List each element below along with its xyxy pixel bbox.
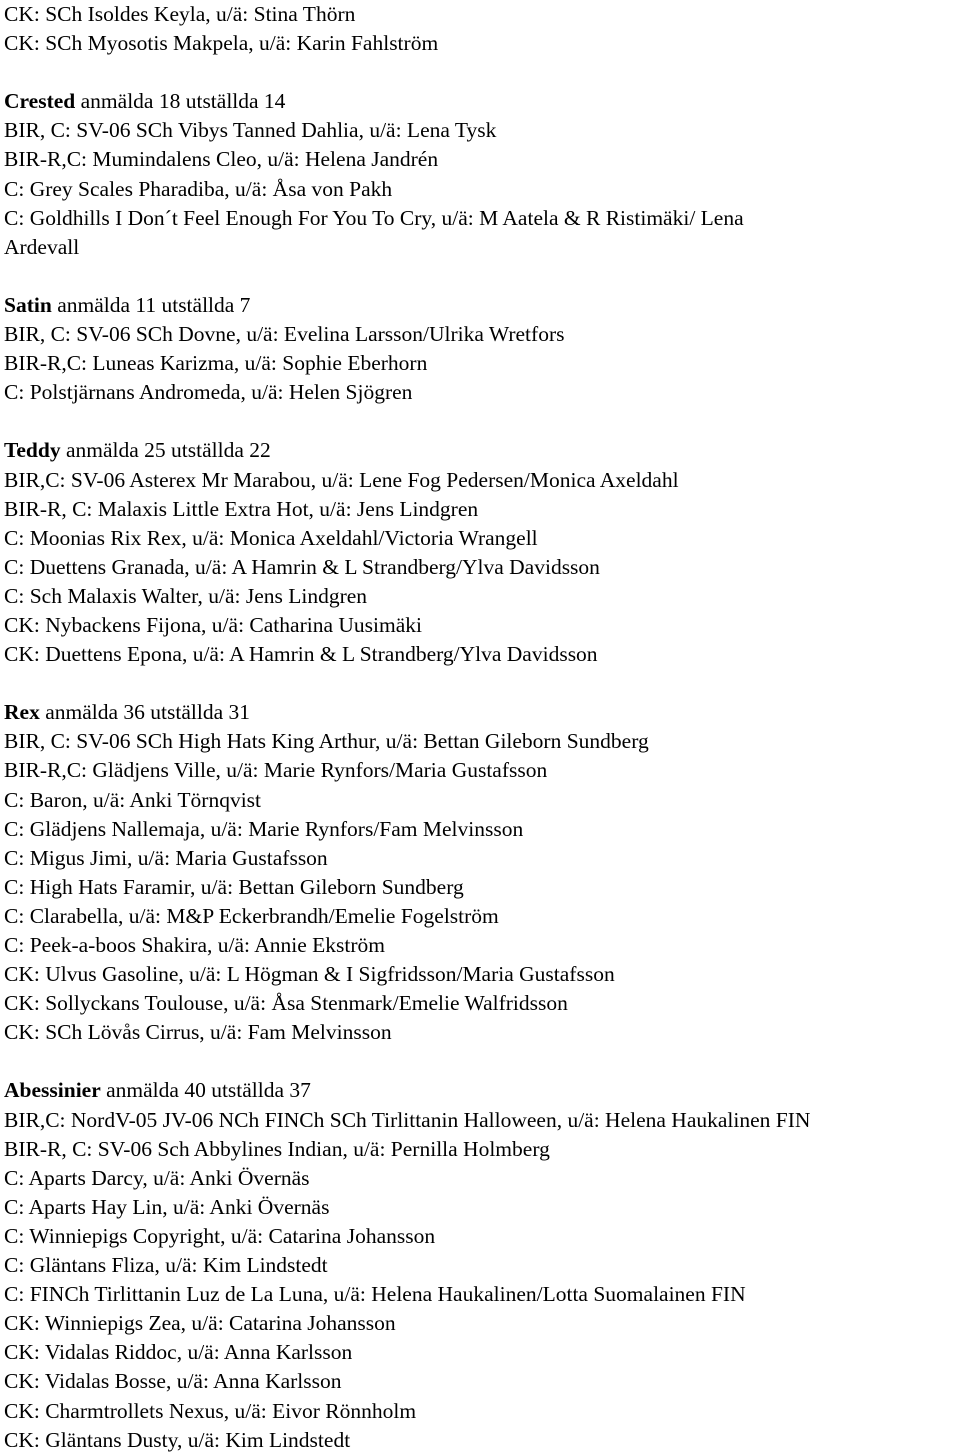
result-line: C: Glädjens Nallemaja, u/ä: Marie Rynfors/Fam Melvinsson [4, 816, 524, 841]
result-line: BIR, C: SV-06 SCh Vibys Tanned Dahlia, u/ä: Lena Tysk [4, 118, 497, 143]
result-line: CK: SCh Myosotis Makpela, u/ä: Karin Fahlström [4, 31, 439, 56]
result-line: C: Polstjärnans Andromeda, u/ä: Helen Sjögren [4, 380, 413, 405]
section-heading [4, 1076, 960, 1105]
result-line: BIR-R, C: SV-06 Sch Abbylines Indian, u/ä: Pernilla Holmberg [4, 1136, 550, 1161]
result-line: BIR-R, C: Malaxis Little Extra Hot, u/ä: Jens Lindgren [4, 496, 479, 521]
result-line: BIR-R,C: Mumindalens Cleo, u/ä: Helena Jandrén [4, 147, 439, 172]
section-spacer [4, 262, 960, 291]
breed-name: Rex [4, 700, 40, 725]
result-line: C: FINCh Tirlittanin Luz de La Luna, u/ä: Helena Haukalinen/Lotta Suomalainen FIN [4, 1282, 746, 1307]
result-line: CK: Ulvus Gasoline, u/ä: L Högman & I Sigfridsson/Maria Gustafsson [4, 962, 615, 987]
result-line: C: Baron, u/ä: Anki Törnqvist [4, 787, 262, 812]
result-line: CK: Winniepigs Zea, u/ä: Catarina Johansson [4, 1311, 396, 1336]
intro-block [4, 0, 960, 58]
result-line: BIR,C: NordV-05 JV-06 NCh FINCh SCh Tirlittanin Halloween, u/ä: Helena Haukalinen FIN [4, 1107, 811, 1132]
result-line: C: Sch Malaxis Walter, u/ä: Jens Lindgren [4, 583, 368, 608]
section-rex [4, 698, 960, 1047]
section-satin [4, 291, 960, 407]
result-line: C: Duettens Granada, u/ä: A Hamrin & L Strandberg/Ylva Davidsson [4, 554, 600, 579]
result-line: BIR-R,C: Luneas Karizma, u/ä: Sophie Eberhorn [4, 351, 428, 376]
result-line: CK: SCh Isoldes Keyla, u/ä: Stina Thörn [4, 2, 356, 26]
result-line: C: Clarabella, u/ä: M&P Eckerbrandh/Emelie Fogelström [4, 903, 499, 928]
section-heading [4, 291, 960, 320]
result-line: C: Migus Jimi, u/ä: Maria Gustafsson [4, 845, 328, 870]
section-heading [4, 698, 960, 727]
result-line: C: Aparts Hay Lin, u/ä: Anki Övernäs [4, 1194, 330, 1219]
result-line: CK: Vidalas Bosse, u/ä: Anna Karlsson [4, 1369, 342, 1394]
result-line: C: Moonias Rix Rex, u/ä: Monica Axeldahl/Victoria Wrangell [4, 525, 538, 550]
result-line: C: Aparts Darcy, u/ä: Anki Övernäs [4, 1165, 310, 1190]
result-line: C: Goldhills I Don´t Feel Enough For You To Cry, u/ä: M Aatela & R Ristimäki/ Lena [4, 205, 744, 230]
section-spacer [4, 58, 960, 87]
section-heading [4, 436, 960, 465]
result-line: CK: Gläntans Dusty, u/ä: Kim Lindstedt [4, 1427, 351, 1452]
breed-stats: anmälda 11 utställda 7 [51, 292, 251, 317]
result-line: C: Gläntans Fliza, u/ä: Kim Lindstedt [4, 1253, 328, 1278]
result-line: BIR, C: SV-06 SCh High Hats King Arthur, u/ä: Bettan Gileborn Sundberg [4, 729, 649, 754]
breed-name: Crested [4, 89, 76, 114]
result-line: C: Winniepigs Copyright, u/ä: Catarina Johansson [4, 1223, 436, 1248]
breed-stats: anmälda 18 utställda 14 [75, 89, 286, 114]
breed-name: Teddy [4, 438, 61, 463]
section-abessinier [4, 1076, 960, 1454]
result-line: C: Grey Scales Pharadiba, u/ä: Åsa von Pakh [4, 176, 393, 201]
section-spacer [4, 669, 960, 698]
result-line: BIR,C: SV-06 Asterex Mr Marabou, u/ä: Lene Fog Pedersen/Monica Axeldahl [4, 467, 679, 492]
breed-stats: anmälda 25 utställda 22 [60, 438, 271, 463]
result-line: C: High Hats Faramir, u/ä: Bettan Gileborn Sundberg [4, 874, 464, 899]
result-line: CK: Charmtrollets Nexus, u/ä: Eivor Rönnholm [4, 1398, 417, 1423]
result-line: CK: SCh Lövås Cirrus, u/ä: Fam Melvinsson [4, 1020, 392, 1045]
section-teddy [4, 436, 960, 669]
result-line: CK: Vidalas Riddoc, u/ä: Anna Karlsson [4, 1340, 353, 1365]
section-spacer [4, 1047, 960, 1076]
result-line: Ardevall [4, 234, 80, 259]
result-line: BIR, C: SV-06 SCh Dovne, u/ä: Evelina Larsson/Ulrika Wretfors [4, 322, 565, 347]
result-line: C: Peek-a-boos Shakira, u/ä: Annie Ekström [4, 933, 385, 957]
section-spacer [4, 407, 960, 436]
result-line: CK: Duettens Epona, u/ä: A Hamrin & L Strandberg/Ylva Davidsson [4, 642, 598, 667]
section-heading [4, 87, 960, 116]
result-line: BIR-R,C: Glädjens Ville, u/ä: Marie Rynfors/Maria Gustafsson [4, 758, 548, 783]
result-line: CK: Sollyckans Toulouse, u/ä: Åsa Stenmark/Emelie Walfridsson [4, 991, 568, 1016]
section-crested [4, 87, 960, 262]
breed-stats: anmälda 40 utställda 37 [100, 1078, 311, 1103]
breed-stats: anmälda 36 utställda 31 [39, 700, 250, 725]
result-line: CK: Nybackens Fijona, u/ä: Catharina Uusimäki [4, 612, 422, 637]
breed-name: Abessinier [4, 1078, 101, 1103]
breed-name: Satin [4, 292, 52, 317]
